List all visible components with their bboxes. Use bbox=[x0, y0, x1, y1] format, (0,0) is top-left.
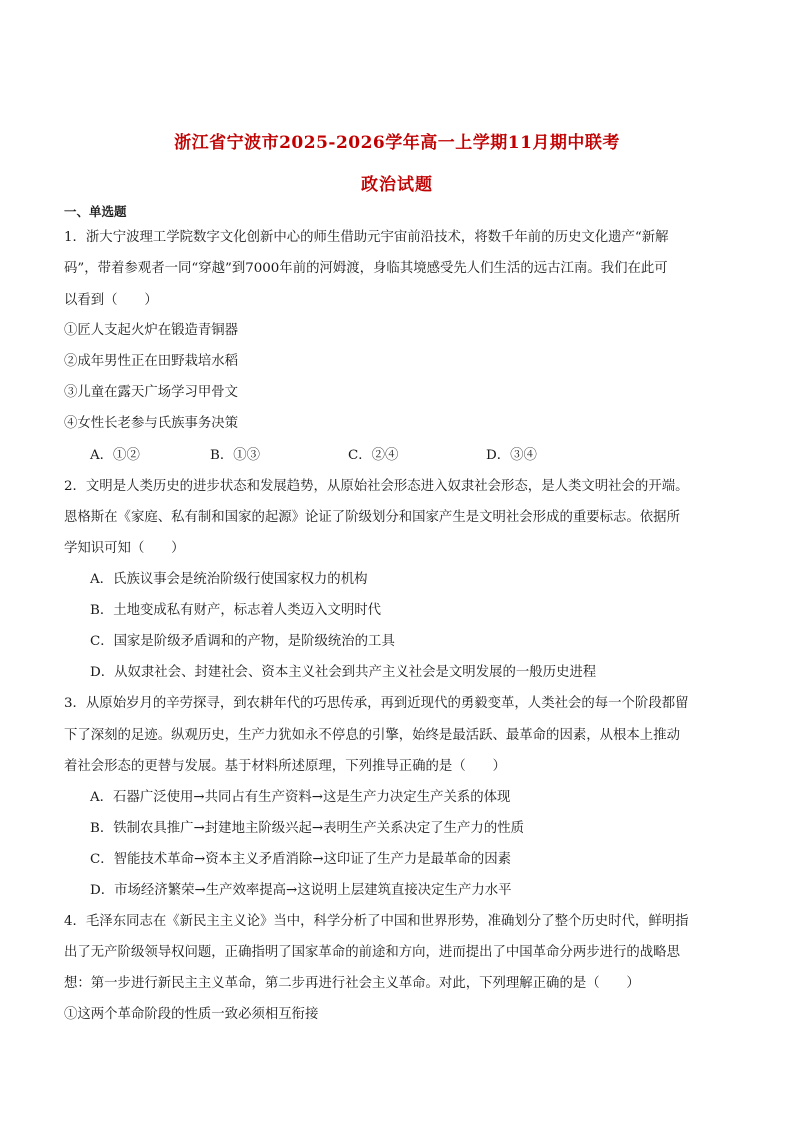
question-3-option-c: C．智能技术革命→资本主义矛盾消除→这印证了生产力是最革命的因素 bbox=[90, 852, 512, 867]
page-title: 浙江省宁波市2025-2026学年高一上学期11月期中联考 bbox=[174, 133, 620, 153]
question-4-statement: ①这两个革命阶段的性质一致必须相互衔接 bbox=[64, 1007, 319, 1022]
question-1-line: 以看到（ ） bbox=[64, 293, 158, 308]
question-1-statement: ①匠人支起火炉在锻造青铜器 bbox=[64, 323, 239, 338]
question-4-line: 想：第一步进行新民主主义革命，第二步再进行社会主义革命。对此，下列理解正确的是（ ） bbox=[64, 976, 640, 991]
question-1-line: 1．浙大宁波理工学院数字文化创新中心的师生借助元宇宙前沿技术，将数千年前的历史文化遗产“新解 bbox=[64, 230, 669, 245]
option-b: B．①③ bbox=[210, 448, 261, 463]
question-1-statement: ④女性长老参与氏族事务决策 bbox=[64, 416, 239, 431]
question-3-option-d: D．市场经济繁荣→生产效率提高→这说明上层建筑直接决定生产力水平 bbox=[90, 883, 512, 898]
section-heading: 一、单选题 bbox=[64, 204, 127, 219]
question-3-line: 着社会形态的更替与发展。基于材料所述原理，下列推导正确的是（ ） bbox=[64, 759, 506, 774]
question-2-line: 恩格斯在《家庭、私有制和国家的起源》论证了阶级划分和国家产生是文明社会形成的重要标志。依据所 bbox=[64, 510, 680, 525]
question-3-option-b: B．铁制农具推广→封建地主阶级兴起→表明生产关系决定了生产力的性质 bbox=[90, 821, 524, 836]
question-3-line: 下了深刻的足迹。纵观历史，生产力犹如永不停息的引擎，始终是最活跃、最革命的因素，从根本上推动 bbox=[64, 728, 680, 743]
question-2-line: 学知识可知（ ） bbox=[64, 541, 185, 556]
question-2-option-c: C．国家是阶级矛盾调和的产物，是阶级统治的工具 bbox=[90, 634, 395, 649]
page-subtitle: 政治试题 bbox=[361, 175, 433, 195]
question-2-line: 2．文明是人类历史的进步状态和发展趋势，从原始社会形态进入奴隶社会形态，是人类文明社会的开端。 bbox=[64, 479, 689, 494]
option-d: D．③④ bbox=[486, 448, 537, 463]
option-a: A．①② bbox=[90, 448, 140, 463]
question-4-line: 出了无产阶级领导权问题，正确指明了国家革命的前途和方向，进而提出了中国革命分两步进行的战略思 bbox=[64, 945, 680, 960]
question-1-options bbox=[90, 449, 590, 465]
question-2-option-d: D．从奴隶社会、封建社会、资本主义社会到共产主义社会是文明发展的一般历史进程 bbox=[90, 665, 597, 680]
question-2-option-b: B．土地变成私有财产，标志着人类迈入文明时代 bbox=[90, 603, 382, 618]
option-c: C．②④ bbox=[348, 448, 399, 463]
question-3-option-a: A．石器广泛使用→共同占有生产资料→这是生产力决定生产关系的体现 bbox=[90, 790, 511, 805]
question-1-statement: ②成年男性正在田野栽培水稻 bbox=[64, 354, 239, 369]
question-3-line: 3．从原始岁月的辛劳探寻，到农耕年代的巧思传承，再到近现代的勇毅变革，人类社会的每一个阶段都留 bbox=[64, 696, 689, 711]
question-2-option-a: A．氏族议事会是统治阶级行使国家权力的机构 bbox=[90, 572, 368, 587]
question-4-line: 4．毛泽东同志在《新民主主义论》当中，科学分析了中国和世界形势，准确划分了整个历史时代，鲜明指 bbox=[64, 914, 689, 929]
question-1-statement: ③儿童在露天广场学习甲骨文 bbox=[64, 385, 239, 400]
question-1-line: 码”，带着参观者一同“穿越”到7000年前的河姆渡，身临其境感受先人们生活的远古江南。我们在此可 bbox=[64, 261, 668, 276]
